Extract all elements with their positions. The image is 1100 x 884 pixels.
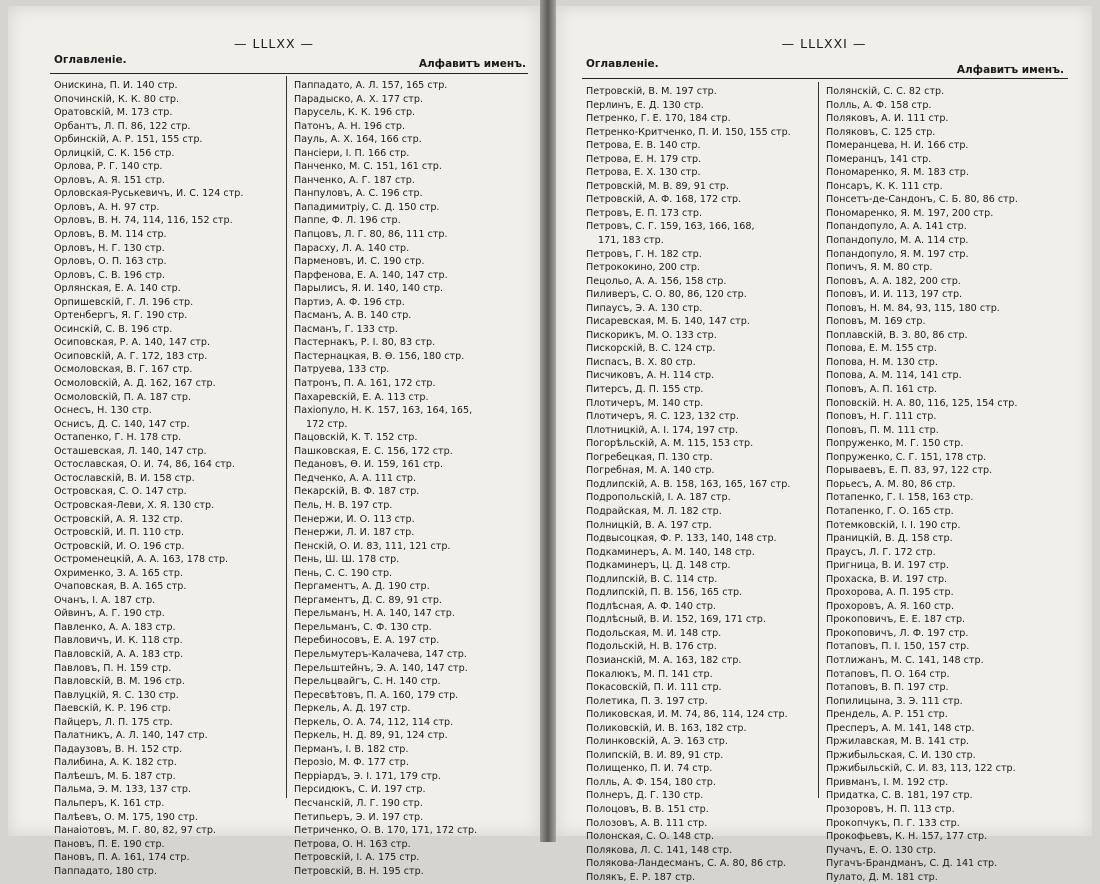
index-entry: Попандопуло, Я. М. 197 стр. — [826, 248, 969, 260]
index-entry: Оснесъ, Н. 130 стр. — [54, 405, 152, 417]
index-entry: Петровъ, Е. П. 173 стр. — [586, 207, 703, 219]
index-entry: Придатка, С. В. 181, 197 стр. — [826, 790, 973, 802]
index-entry: Попруженко, С. Г. 151, 178 стр. — [826, 451, 987, 463]
index-entry: Остославскій, В. И. 158 стр. — [54, 472, 195, 484]
index-entry: Островскій, И. О. 196 стр. — [54, 540, 185, 552]
index-entry: Полинковскій, А. Э. 163 стр. — [586, 736, 728, 748]
index-entry: Пиливеръ, С. О. 80, 86, 120 стр. — [586, 289, 747, 301]
index-entry: Полякова, Л. С. 141, 148 стр. — [586, 844, 733, 856]
index-entry: Понсетъ-де-Сандонъ, С. Б. 80, 86 стр. — [826, 194, 1018, 206]
index-entry: Охрименко, З. А. 165 стр. — [54, 567, 184, 579]
index-entry: Поповъ, Н. М. 84, 93, 115, 180 стр. — [826, 302, 1000, 314]
index-entry: Перозіо, М. Ф. 177 стр. — [294, 757, 409, 769]
left-page-number: — LLLXX — — [234, 36, 314, 51]
index-entry: Потапенко, Г. О. 165 стр. — [826, 505, 954, 517]
index-entry: Пановъ, П. А. 161, 174 стр. — [54, 852, 190, 864]
index-entry: Палатникъ, А. Л. 140, 147 стр. — [54, 730, 208, 742]
right-column-2 — [826, 85, 1082, 884]
index-entry: Прокопчукъ, П. Г. 133 стр. — [826, 817, 960, 829]
index-entry: Орловская-Руськевичъ, И. С. 124 стр. — [54, 188, 244, 200]
index-entry: Петровскій, М. В. 89, 91 стр. — [586, 180, 730, 192]
index-entry: Опочинскій, К. К. 80 стр. — [54, 93, 180, 105]
index-entry: Остроменецкій, А. А. 163, 178 стр. — [54, 554, 229, 566]
index-entry: Поликовскій, И. В. 163, 182 стр. — [586, 722, 747, 734]
index-entry: Померанцева, Н. И. 166 стр. — [826, 140, 969, 152]
index-entry: Парфенова, Е. А. 140, 147 стр. — [294, 269, 448, 281]
index-entry: Орловъ, А. Н. 97 стр. — [54, 201, 160, 213]
left-column-2 — [294, 79, 530, 878]
index-entry: Осмоловская, В. Г. 167 стр. — [54, 364, 193, 376]
index-entry: Пасманъ, А. В. 140 стр. — [294, 310, 412, 322]
index-entry: Перкель, О. А. 74, 112, 114 стр. — [294, 716, 454, 728]
index-entry: Орлицкій, С. К. 156 стр. — [54, 147, 175, 159]
index-entry: Прохоровъ, А. Я. 160 стр. — [826, 600, 955, 612]
index-entry: Панаіотовъ, М. Г. 80, 82, 97 стр. — [54, 825, 216, 837]
index-entry: Понсаръ, К. К. 111 стр. — [826, 180, 943, 192]
index-entry: Ойвинъ, А. Г. 190 стр. — [54, 608, 165, 620]
left-header-rule — [50, 73, 528, 74]
index-entry: Попандопуло, А. А. 141 стр. — [826, 221, 967, 233]
index-entry: Подрайская, М. Л. 182 стр. — [586, 505, 722, 517]
index-entry: Полль, А. Ф. 158 стр. — [826, 99, 932, 111]
index-entry: Петренко-Критченко, П. И. 150, 155 стр. — [586, 126, 791, 138]
index-entry: Парменовъ, И. С. 190 стр. — [294, 256, 425, 268]
index-entry: Орлова, Р. Г. 140 стр. — [54, 161, 163, 173]
index-entry: Плотницкій, А. І. 174, 197 стр. — [586, 424, 739, 436]
index-entry: Плотичеръ, Я. С. 123, 132 стр. — [586, 411, 739, 423]
index-entry: Пересвѣтовъ, П. А. 160, 179 стр. — [294, 689, 459, 701]
index-entry: Пальперъ, К. 161 стр. — [54, 797, 165, 809]
index-entry: Петриченко, О. В. 170, 171, 172 стр. — [294, 825, 478, 837]
index-entry: Потаповъ, В. П. 197 стр. — [826, 682, 949, 694]
index-entry: Подольская, М. И. 148 стр. — [586, 627, 722, 639]
index-entry: Орловъ, В. М. 114 стр. — [54, 229, 167, 241]
index-entry: Орловъ, С. В. 196 стр. — [54, 269, 166, 281]
index-entry: Павловичъ, И. К. 118 стр. — [54, 635, 183, 647]
index-entry: Очанъ, І. А. 187 стр. — [54, 594, 156, 606]
index-entry: Орбинскій, А. Р. 151, 155 стр. — [54, 134, 203, 146]
left-column-divider — [286, 76, 287, 798]
index-entry: Подкаминеръ, А. М. 140, 148 стр. — [586, 546, 755, 558]
index-entry: Питерсъ, Д. П. 155 стр. — [586, 384, 704, 396]
index-entry: Подлипскій, П. В. 156, 165 стр. — [586, 587, 743, 599]
index-entry: Полнеръ, Д. Г. 130 стр. — [586, 790, 704, 802]
index-entry: Петровскій, А. Ф. 168, 172 стр. — [586, 194, 742, 206]
index-entry: Погребная, М. А. 140 стр. — [586, 465, 715, 477]
left-header-index: Алфавитъ именъ. — [418, 58, 526, 70]
index-entry: Паевскій, К. Р. 196 стр. — [54, 703, 171, 715]
index-entry: Павлуцкій, Я. С. 130 стр. — [54, 689, 179, 701]
index-entry: Палѣевъ, О. М. 175, 190 стр. — [54, 811, 198, 823]
index-entry: Пенержи, И. О. 113 стр. — [294, 513, 415, 525]
index-entry: Потлижанъ, М. С. 141, 148 стр. — [826, 654, 984, 666]
index-entry: Папцовъ, Л. Г. 80, 86, 111 стр. — [294, 229, 448, 241]
index-entry: Пайцеръ, Л. П. 175 стр. — [54, 716, 173, 728]
index-entry: Пржибыльскій, С. И. 83, 113, 122 стр. — [826, 763, 1016, 775]
index-entry: Панпуловъ, А. С. 196 стр. — [294, 188, 423, 200]
index-entry: Петипьеръ, Э. И. 197 стр. — [294, 811, 424, 823]
index-entry: Прокоповичъ, Е. Е. 187 стр. — [826, 614, 966, 626]
index-entry: Позианскій, М. А. 163, 182 стр. — [586, 654, 742, 666]
left-column-1 — [54, 79, 282, 878]
index-entry: Падаузовъ, В. Н. 152 стр. — [54, 743, 183, 755]
right-header-rule — [582, 78, 1068, 79]
index-entry: Полетика, П. З. 197 стр. — [586, 695, 708, 707]
index-entry: Полякъ, Е. Р. 187 стр. — [586, 871, 696, 883]
index-entry: Потаповъ, П. О. 164 стр. — [826, 668, 950, 680]
index-entry: Пергаментъ, А. Д. 190 стр. — [294, 581, 430, 593]
index-entry: Пенскій, О. И. 83, 111, 121 стр. — [294, 540, 451, 552]
index-entry: Поповъ, И. И. 113, 197 стр. — [826, 289, 963, 301]
index-entry: Островская-Леви, Х. Я. 130 стр. — [54, 499, 215, 511]
index-entry: Полякова-Ландесманъ, С. А. 80, 86 стр. — [586, 858, 787, 870]
right-column-divider — [818, 82, 819, 798]
index-entry: Пржилавская, М. В. 141 стр. — [826, 736, 970, 748]
index-entry: Павловскій, А. А. 183 стр. — [54, 648, 184, 660]
index-entry: Оснисъ, Д. С. 140, 147 стр. — [54, 418, 190, 430]
index-entry: Пансіери, І. П. 166 стр. — [294, 147, 410, 159]
index-entry: Павловскій, В. М. 196 стр. — [54, 676, 185, 688]
index-entry: Парусель, К. К. 196 стр. — [294, 107, 416, 119]
index-entry: Патруева, 133 стр. — [294, 364, 390, 376]
index-entry: Пржибыльская, С. И. 130 стр. — [826, 749, 976, 761]
index-entry: Подкаминеръ, Ц. Д. 148 стр. — [586, 560, 731, 572]
index-entry: Подольскій, Н. В. 176 стр. — [586, 641, 717, 653]
index-entry: Поповъ, А. А. 182, 200 стр. — [826, 275, 961, 287]
index-entry: Покасовскій, П. И. 111 стр. — [586, 682, 722, 694]
left-header-contents: Оглавленіе. — [54, 54, 127, 66]
index-entry: Пень, С. С. 190 стр. — [294, 567, 393, 579]
index-entry: Полоцовъ, В. В. 151 стр. — [586, 803, 709, 815]
index-entry: Попова, Н. М. 130 стр. — [826, 356, 938, 368]
index-entry: Перельцвайгъ, С. Н. 140 стр. — [294, 676, 441, 688]
index-entry: Петрококино, 200 стр. — [586, 262, 700, 274]
index-entry: Прозоровъ, Н. П. 113 стр. — [826, 803, 955, 815]
index-entry: 172 стр. — [306, 418, 348, 430]
index-entry: Прохорова, А. П. 195 стр. — [826, 587, 954, 599]
index-entry: Потаповъ, П. І. 150, 157 стр. — [826, 641, 970, 653]
index-entry: Праусъ, Л. Г. 172 стр. — [826, 546, 936, 558]
index-entry: Поляковъ, С. 125 стр. — [826, 126, 936, 138]
index-entry: Петровскій, І. А. 175 стр. — [294, 852, 420, 864]
index-entry: Перлинъ, Е. Д. 130 стр. — [586, 99, 704, 111]
index-entry: Паппадато, А. Л. 157, 165 стр. — [294, 80, 448, 91]
index-entry: Полозовъ, А. В. 111 стр. — [586, 817, 708, 829]
index-entry: Онискина, П. И. 140 стр. — [54, 80, 178, 91]
index-entry: Остапенко, Г. Н. 178 стр. — [54, 432, 182, 444]
index-entry: Осмоловскій, А. Д. 162, 167 стр. — [54, 378, 216, 390]
index-entry: Паппадато, 180 стр. — [54, 865, 157, 877]
index-entry: Прохаска, В. И. 197 стр. — [826, 573, 948, 585]
index-entry: Полипскій, В. И. 89, 91 стр. — [586, 749, 724, 761]
index-entry: Пень, Ш. Ш. 178 стр. — [294, 554, 400, 566]
index-entry: Перельмутеръ-Калачева, 147 стр. — [294, 648, 467, 660]
index-entry: Пасманъ, Г. 133 стр. — [294, 323, 398, 335]
index-entry: Орбантъ, Л. П. 86, 122 стр. — [54, 120, 191, 132]
index-entry: Померанцъ, 141 стр. — [826, 153, 932, 165]
index-entry: Пастернакъ, Р. І. 80, 83 стр. — [294, 337, 436, 349]
index-entry: Перманъ, І. В. 182 стр. — [294, 743, 409, 755]
index-entry: Перкель, А. Д. 197 стр. — [294, 703, 411, 715]
index-entry: Пулато, Д. М. 181 стр. — [826, 871, 938, 883]
index-entry: Петрова, Е. Х. 130 стр. — [586, 167, 701, 179]
index-entry: Островская, С. О. 147 стр. — [54, 486, 187, 498]
index-entry: Педченко, А. А. 111 стр. — [294, 472, 417, 484]
index-entry: Островскій, А. Я. 132 стр. — [54, 513, 183, 525]
index-entry: Петровскій, В. Н. 195 стр. — [294, 865, 424, 877]
index-entry: Орловъ, А. Я. 151 стр. — [54, 174, 165, 186]
index-entry: Прокофьевъ, К. Н. 157, 177 стр. — [826, 831, 988, 843]
index-entry: Пахіопуло, Н. К. 157, 163, 164, 165, — [294, 405, 473, 417]
index-entry: Попандопуло, М. А. 114 стр. — [826, 235, 969, 247]
index-entry: Персидюкъ, С. И. 197 стр. — [294, 784, 426, 796]
index-entry: Пашковская, Е. С. 156, 172 стр. — [294, 445, 453, 457]
index-entry: Погребецкая, П. 130 стр. — [586, 451, 713, 463]
index-entry: Пискорскій, В. С. 124 стр. — [586, 343, 716, 355]
index-entry: Перельманъ, Н. А. 140, 147 стр. — [294, 608, 455, 620]
index-entry: Орпишевскій, Г. Л. 196 стр. — [54, 296, 194, 308]
index-entry: Пацовскій, К. Т. 152 стр. — [294, 432, 418, 444]
index-entry: Попичъ, Я. М. 80 стр. — [826, 262, 933, 274]
index-entry: Праницкій, В. Д. 158 стр. — [826, 533, 953, 545]
index-entry: Петренко, Г. Е. 170, 184 стр. — [586, 113, 731, 125]
index-entry: Полницкій, В. А. 197 стр. — [586, 519, 712, 531]
index-entry: Подлѣсная, А. Ф. 140 стр. — [586, 600, 716, 612]
index-entry: Поповъ, П. М. 111 стр. — [826, 424, 939, 436]
book-gutter — [540, 0, 556, 842]
index-entry: Песчанскій, Л. Г. 190 стр. — [294, 797, 423, 809]
index-entry: Палибина, А. К. 182 стр. — [54, 757, 177, 769]
index-entry: Привманъ, І. М. 192 стр. — [826, 776, 949, 788]
index-entry: Полонская, С. О. 148 стр. — [586, 831, 714, 843]
index-entry: Петрова, Е. Н. 179 стр. — [586, 153, 702, 165]
index-entry: Орлянская, Е. А. 140 стр. — [54, 283, 181, 295]
index-entry: Ортенбергъ, Я. Г. 190 стр. — [54, 310, 188, 322]
index-entry: Петрова, О. Н. 163 стр. — [294, 838, 411, 850]
index-entry: Пономаренко, Я. М. 183 стр. — [826, 167, 969, 179]
index-entry: Пауль, А. Х. 164, 166 стр. — [294, 134, 422, 146]
index-entry: Пановъ, П. Е. 190 стр. — [54, 838, 165, 850]
right-page — [556, 6, 1092, 883]
index-entry: Пецольо, А. А. 156, 158 стр. — [586, 275, 727, 287]
index-entry: Парылисъ, Я. И. 140, 140 стр. — [294, 283, 444, 295]
index-entry: Орловъ, Н. Г. 130 стр. — [54, 242, 165, 254]
index-entry: Попруженко, М. Г. 150 стр. — [826, 438, 964, 450]
index-entry: Петрова, Е. В. 140 стр. — [586, 140, 701, 152]
index-entry: Осташевская, Л. 140, 147 стр. — [54, 445, 207, 457]
index-entry: Партиэ, А. Ф. 196 стр. — [294, 296, 405, 308]
index-entry: Патонъ, А. Н. 196 стр. — [294, 120, 406, 132]
index-entry: Пресперъ, А. М. 141, 148 стр. — [826, 722, 975, 734]
index-entry: Пападимитріу, С. Д. 150 стр. — [294, 201, 440, 213]
index-entry: Поповъ, А. П. 161 стр. — [826, 384, 938, 396]
index-entry: Педановъ, Ө. И. 159, 161 стр. — [294, 459, 444, 471]
right-header-contents: Оглавленіе. — [586, 58, 659, 70]
index-entry: Подропольскій, І. А. 187 стр. — [586, 492, 731, 504]
index-entry: Попова, Е. М. 155 стр. — [826, 343, 937, 355]
index-entry: Пучачъ, Е. О. 130 стр. — [826, 844, 937, 856]
index-entry: Пригница, В. И. 197 стр. — [826, 560, 949, 572]
index-entry: Писпасъ, В. Х. 80 стр. — [586, 356, 696, 368]
index-entry: Орловъ, О. П. 163 стр. — [54, 256, 167, 268]
index-entry: Плотичеръ, М. 140 стр. — [586, 397, 704, 409]
index-entry: Пенержи, Л. И. 187 стр. — [294, 527, 415, 539]
index-entry: Попова, А. М. 114, 141 стр. — [826, 370, 962, 382]
index-entry: Островскій, И. П. 110 стр. — [54, 527, 185, 539]
index-entry: Полищенко, П. И. 74 стр. — [586, 763, 713, 775]
index-entry: Парасху, Л. А. 140 стр. — [294, 242, 410, 254]
index-entry: Потемковскій, І. І. 190 стр. — [826, 519, 961, 531]
index-entry: Перельштейнъ, Э. А. 140, 147 стр. — [294, 662, 468, 674]
index-entry: Поляковъ, А. И. 111 стр. — [826, 113, 949, 125]
index-entry: Поликовская, И. М. 74, 86, 114, 124 стр. — [586, 709, 788, 721]
index-entry: Перебиносовъ, Е. А. 197 стр. — [294, 635, 440, 647]
index-entry: Потапенко, Г. І. 158, 163 стр. — [826, 492, 974, 504]
index-entry: Погорѣльскій, А. М. 115, 153 стр. — [586, 438, 754, 450]
index-entry: Писчиковъ, А. Н. 114 стр. — [586, 370, 715, 382]
index-entry: Пергаментъ, Д. С. 89, 91 стр. — [294, 594, 442, 606]
right-column-1 — [586, 85, 812, 884]
index-entry: Порываевъ, Е. П. 83, 97, 122 стр. — [826, 465, 993, 477]
index-entry: Перельманъ, С. Ф. 130 стр. — [294, 621, 432, 633]
index-entry: Перкель, Н. Д. 89, 91, 124 стр. — [294, 730, 448, 742]
index-entry: Подлипскій, А. В. 158, 163, 165, 167 стр. — [586, 478, 791, 490]
index-entry: Панченко, М. С. 151, 161 стр. — [294, 161, 442, 173]
index-entry: Пахаревскій, Е. А. 113 стр. — [294, 391, 429, 403]
index-entry: Оратовскій, М. 173 стр. — [54, 107, 173, 119]
index-entry: Осинскій, С. В. 196 стр. — [54, 323, 173, 335]
index-entry: Полль, А. Ф. 154, 180 стр. — [586, 776, 716, 788]
index-entry: Пастернацкая, В. Ө. 156, 180 стр. — [294, 350, 465, 362]
right-header-index: Алфавитъ именъ. — [956, 64, 1064, 76]
index-entry: Полянскій, С. С. 82 стр. — [826, 86, 945, 97]
index-entry: Пипаусъ, Э. А. 130 стр. — [586, 302, 703, 314]
index-entry: Орловъ, В. Н. 74, 114, 116, 152 стр. — [54, 215, 233, 227]
index-entry: Петровскій, В. М. 197 стр. — [586, 86, 717, 97]
index-entry: Петровъ, С. Г. 159, 163, 166, 168, — [586, 221, 755, 233]
index-entry: Пель, Н. В. 197 стр. — [294, 499, 393, 511]
index-entry: Осиповскій, А. Г. 172, 183 стр. — [54, 350, 208, 362]
right-page-number: — LLLXXI — — [781, 36, 867, 51]
index-entry: Подлипскій, В. С. 114 стр. — [586, 573, 718, 585]
index-entry: Очаповская, В. А. 165 стр. — [54, 581, 187, 593]
index-entry: Пономаренко, Я. М. 197, 200 стр. — [826, 207, 994, 219]
index-entry: Пискорикъ, М. О. 133 стр. — [586, 329, 717, 341]
index-entry: Парадыско, А. Х. 177 стр. — [294, 93, 424, 105]
index-entry: Порьесъ, А. М. 80, 86 стр. — [826, 478, 956, 490]
index-entry: Патронъ, П. А. 161, 172 стр. — [294, 378, 436, 390]
index-entry: Палѣешъ, М. Б. 187 стр. — [54, 770, 176, 782]
index-entry: Прендель, А. Р. 151 стр. — [826, 709, 948, 721]
index-entry: Пугачъ-Брандманъ, С. Д. 141 стр. — [826, 858, 998, 870]
index-entry: Покалюкъ, М. П. 141 стр. — [586, 668, 713, 680]
index-entry: Поплавскій, В. З. 80, 86 стр. — [826, 329, 968, 341]
index-entry: Поповъ, Н. Г. 111 стр. — [826, 411, 937, 423]
index-entry: Остославская, О. И. 74, 86, 164 стр. — [54, 459, 235, 471]
index-entry: Павловъ, П. Н. 159 стр. — [54, 662, 172, 674]
index-entry: Попилицына, З. Э. 111 стр. — [826, 695, 963, 707]
index-entry: 171, 183 стр. — [598, 235, 664, 247]
index-entry: Осмоловскій, П. А. 187 стр. — [54, 391, 191, 403]
left-page — [8, 6, 540, 877]
index-entry: Павленко, А. А. 183 стр. — [54, 621, 176, 633]
index-entry: Петровъ, Г. Н. 182 стр. — [586, 248, 702, 260]
index-entry: Перріардъ, Э. І. 171, 179 стр. — [294, 770, 441, 782]
index-entry: Поповскій. Н. А. 80, 116, 125, 154 стр. — [826, 397, 1018, 409]
index-entry: Поповъ, М. 169 стр. — [826, 316, 926, 328]
index-entry: Паппе, Ф. Л. 196 стр. — [294, 215, 401, 227]
index-entry: Панченко, А. Г. 187 стр. — [294, 174, 415, 186]
index-entry: Пекарскій, В. Ф. 187 стр. — [294, 486, 420, 498]
index-entry: Пальма, Э. М. 133, 137 стр. — [54, 784, 192, 796]
index-entry: Прокоповичъ, Л. Ф. 197 стр. — [826, 627, 969, 639]
index-entry: Подлѣсный, В. И. 152, 169, 171 стр. — [586, 614, 766, 626]
index-entry: Осиповская, Р. А. 140, 147 стр. — [54, 337, 210, 349]
index-entry: Подвысоцкая, Ф. Р. 133, 140, 148 стр. — [586, 533, 777, 545]
index-entry: Писаревская, М. Б. 140, 147 стр. — [586, 316, 750, 328]
